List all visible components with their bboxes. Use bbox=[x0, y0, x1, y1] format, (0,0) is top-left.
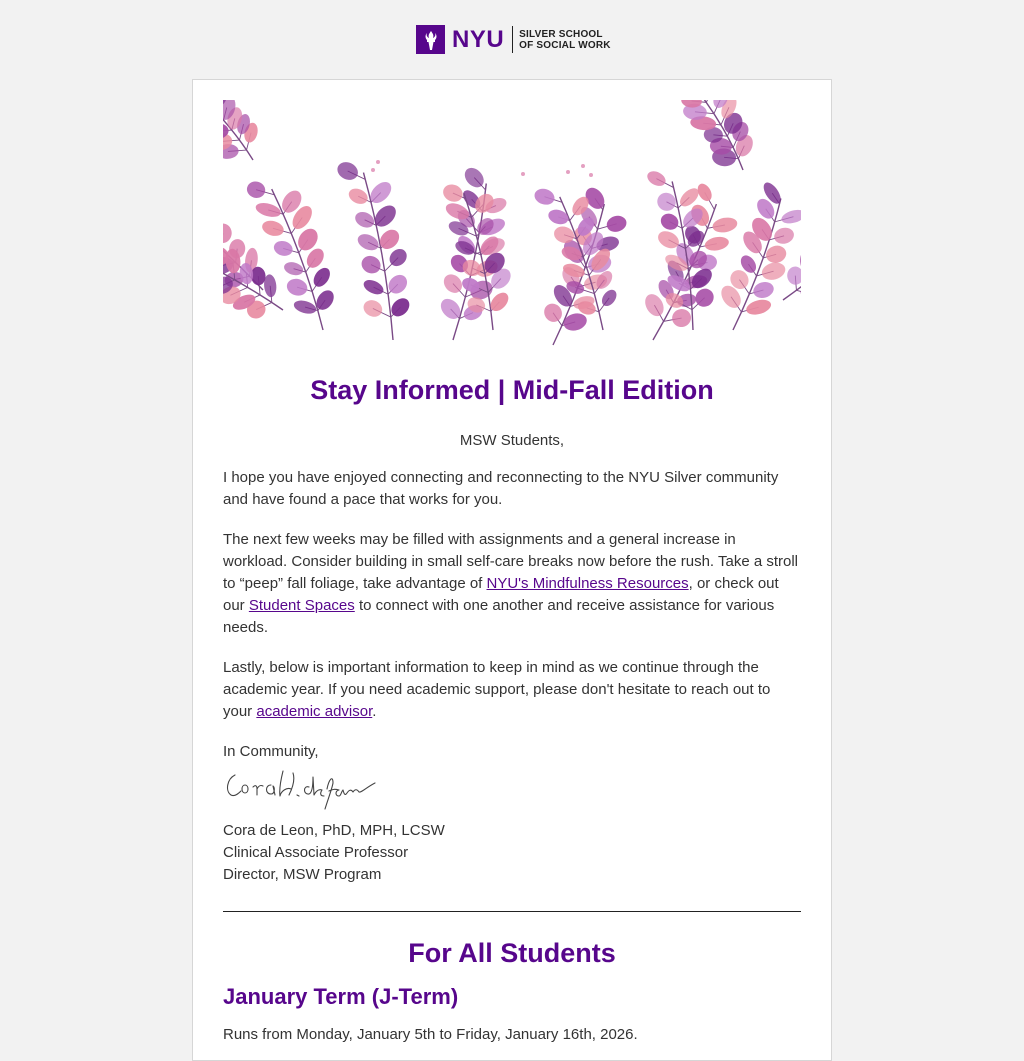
p3-text-start: Lastly, below is important information to keep in mind as we continue through the academic year. If you need academic support, please don't hesitate to reach out to your bbox=[223, 659, 771, 720]
leaf bbox=[359, 253, 384, 277]
paragraph-intro: I hope you have enjoyed connecting and reconnecting to the NYU Silver community and have found a pace that works for you. bbox=[223, 469, 779, 508]
leaf bbox=[658, 211, 681, 233]
jterm-dates: Runs from Monday, January 5th to Friday, January 16th, 2026. bbox=[223, 1026, 638, 1043]
closing-line: In Community, bbox=[223, 743, 319, 760]
logo-subtitle bbox=[519, 29, 611, 51]
torch-icon bbox=[416, 25, 445, 54]
leaf bbox=[283, 260, 305, 277]
leaf bbox=[440, 271, 466, 297]
email-content bbox=[223, 370, 801, 1046]
leaf bbox=[751, 280, 775, 300]
leaf bbox=[223, 223, 233, 244]
leaf bbox=[772, 225, 796, 246]
leaf bbox=[787, 266, 801, 285]
paragraph-academic-support bbox=[223, 657, 801, 723]
leaf bbox=[292, 298, 317, 316]
leaf bbox=[605, 214, 628, 235]
p3-text-end: . bbox=[372, 703, 377, 720]
section-divider bbox=[223, 911, 801, 912]
p2-text-start: The next few weeks may be filled with assignments and a general increase in workload. Consider building in small self-care breaks now before the rush. Take a stroll to “peep” fall foliage, take advantage of bbox=[223, 531, 799, 592]
signer-name: Cora de Leon, PhD, MPH, LCSW bbox=[223, 822, 445, 839]
leaf bbox=[346, 186, 370, 207]
email-title: Stay Informed | Mid-Fall Edition bbox=[310, 375, 714, 405]
leaf bbox=[313, 287, 337, 313]
leaf bbox=[245, 179, 267, 200]
student-spaces-link[interactable]: Student Spaces bbox=[248, 597, 355, 614]
leaf bbox=[532, 186, 556, 207]
paint-splatter bbox=[376, 160, 380, 164]
leaf-twig bbox=[796, 290, 801, 294]
leaf bbox=[371, 201, 400, 230]
nyu-silver-logo[interactable] bbox=[416, 25, 611, 54]
watercolor-leaves-illustration bbox=[223, 100, 801, 350]
email-header bbox=[0, 0, 1024, 80]
leaf bbox=[704, 235, 730, 252]
leaf bbox=[334, 159, 360, 183]
section-heading: For All Students bbox=[408, 938, 616, 968]
email-card bbox=[192, 79, 832, 1061]
leaf bbox=[745, 297, 773, 317]
leaf bbox=[645, 168, 668, 189]
leaf bbox=[599, 287, 619, 309]
paint-splatter bbox=[521, 172, 525, 176]
paragraph-self-care bbox=[223, 529, 801, 639]
leaf bbox=[760, 260, 787, 282]
logo-sub-line2: OF SOCIAL WORK bbox=[519, 39, 611, 51]
leaf bbox=[671, 307, 693, 328]
academic-advisor-link[interactable]: academic advisor bbox=[256, 703, 373, 720]
leaf bbox=[260, 218, 285, 238]
paint-splatter bbox=[581, 164, 585, 168]
logo-divider bbox=[512, 26, 513, 53]
paint-splatter bbox=[589, 173, 593, 177]
paint-splatter bbox=[371, 168, 375, 172]
salutation: MSW Students, bbox=[459, 432, 565, 449]
jterm-heading: January Term (J-Term) bbox=[223, 984, 459, 1009]
leaf bbox=[546, 207, 570, 226]
leaf bbox=[361, 277, 385, 297]
leaf bbox=[711, 216, 738, 235]
leaf bbox=[272, 239, 294, 258]
leaf bbox=[355, 231, 381, 254]
leaf bbox=[310, 265, 333, 290]
leaf-twig bbox=[706, 100, 714, 102]
p2-text-middle: , or check out our bbox=[223, 575, 779, 614]
p2-text-end: to connect with one another and receive assistance for various needs. bbox=[223, 597, 775, 636]
paint-splatter bbox=[566, 170, 570, 174]
signer-title: Clinical Associate Professor bbox=[223, 844, 409, 861]
signature-block bbox=[223, 820, 801, 886]
leaf bbox=[440, 181, 465, 204]
mindfulness-resources-link[interactable]: NYU's Mindfulness Resources bbox=[486, 575, 689, 592]
leaf bbox=[461, 164, 488, 191]
leaf bbox=[562, 311, 589, 333]
logo-wordmark: NYU bbox=[452, 26, 505, 53]
leaf bbox=[361, 297, 385, 320]
leaf bbox=[285, 276, 309, 297]
signer-role: Director, MSW Program bbox=[223, 866, 382, 883]
handwritten-signature bbox=[223, 765, 383, 813]
logo-sub-line1: SILVER SCHOOL bbox=[519, 28, 603, 40]
leaf bbox=[780, 207, 801, 225]
leaf bbox=[376, 226, 403, 253]
